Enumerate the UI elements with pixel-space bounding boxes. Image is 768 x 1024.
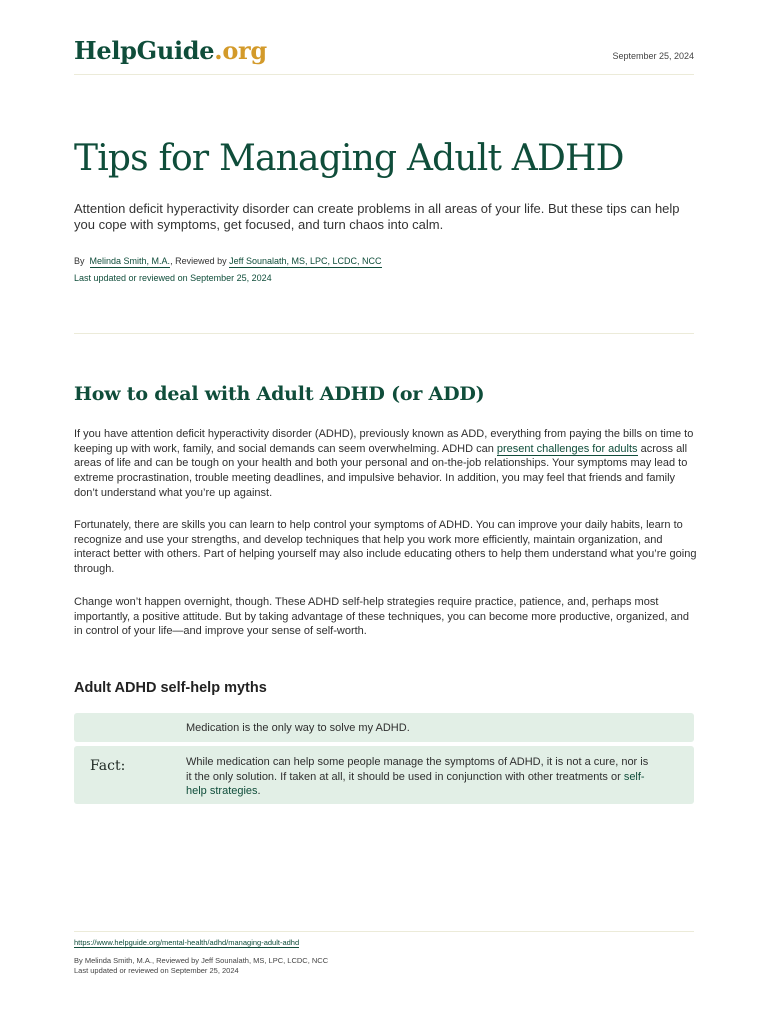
fact-row [74, 746, 694, 804]
author-link[interactable]: Melinda Smith, M.A. [89, 256, 171, 266]
footer-authors: By Melinda Smith, M.A., Reviewed by Jeff Sounalath, MS, LPC, LCDC, NCC [74, 956, 329, 965]
paragraph-1 [74, 427, 698, 501]
logo-suffix: .org [214, 36, 267, 65]
byline-prefix: By [74, 256, 85, 266]
footer-divider [74, 931, 694, 932]
present-challenges-link[interactable]: present challenges for adults [496, 442, 638, 455]
paragraph-1-text-start: If you have attention deficit hyperactivity disorder (ADHD), previously known as ADD, everything from paying the bills on time to keeping up with work, family, and social demands can seem overwhelming. ADHD can [74, 428, 694, 455]
myths-heading: Adult ADHD self-help myths [74, 680, 267, 696]
fact-text-start: While medication can help some people manage the symptoms of ADHD, it is not a cure, nor is it the only solution. If taken at all, it should be used in conjunction with other treatments or [186, 756, 649, 783]
self-help-strategies-link[interactable]: self-help strategies [186, 770, 645, 797]
last-updated: Last updated or reviewed on September 25, 2024 [74, 273, 272, 283]
logo-main: HelpGuide [74, 36, 215, 65]
paragraph-3: Change won’t happen overnight, though. These ADHD self-help strategies require practice, patience, and, perhaps most importantly, a positive attitude. But by taking advantage of these techniques, you can become more productive, organized, and in control of your life—and improve your sense of self-worth. [74, 596, 689, 638]
paragraph-1-text-end: across all areas of life and can be tough on your health and both your personal and on-the-job relationships. Your symptoms may lead to extreme procrastination, trouble meeting deadlines, and impulsive behavior. In addition, you may feel that friends and family don’t understand what you’re up against. [74, 442, 688, 499]
page-title: Tips for Managing Adult ADHD [74, 138, 624, 179]
section-heading: How to deal with Adult ADHD (or ADD) [74, 383, 485, 405]
article-intro: Attention deficit hyperactivity disorder can create problems in all areas of your life. But these tips can help you cope with symptoms, get focused, and turn chaos into calm. [74, 201, 680, 232]
page-header [74, 36, 694, 76]
footer-updated: Last updated or reviewed on September 25, 2024 [74, 966, 239, 975]
fact-text [186, 755, 656, 799]
header-date: September 25, 2024 [612, 51, 694, 61]
header-divider [74, 74, 694, 75]
fact-label: Fact: [90, 758, 126, 774]
section-divider [74, 333, 694, 334]
myth-row [74, 713, 694, 742]
byline [74, 256, 382, 266]
footer-url-link[interactable]: https://www.helpguide.org/mental-health/adhd/managing-adult-adhd [74, 938, 300, 947]
reviewer-link[interactable]: Jeff Sounalath, MS, LPC, LCDC, NCC [229, 256, 382, 266]
paragraph-2: Fortunately, there are skills you can learn to help control your symptoms of ADHD. You can improve your daily habits, learn to recognize and use your strengths, and develop techniques that help you work more efficiently, maintain organization, and interact better with others. Part of helping yourself may also include educating others to help them understand what you’re going through. [74, 519, 697, 576]
footer-byline [74, 956, 328, 976]
myth-text: Medication is the only way to solve my ADHD. [186, 722, 410, 734]
fact-text-end: . [257, 785, 261, 797]
helpguide-logo[interactable] [74, 36, 267, 65]
reviewed-prefix: , Reviewed by [170, 256, 227, 266]
